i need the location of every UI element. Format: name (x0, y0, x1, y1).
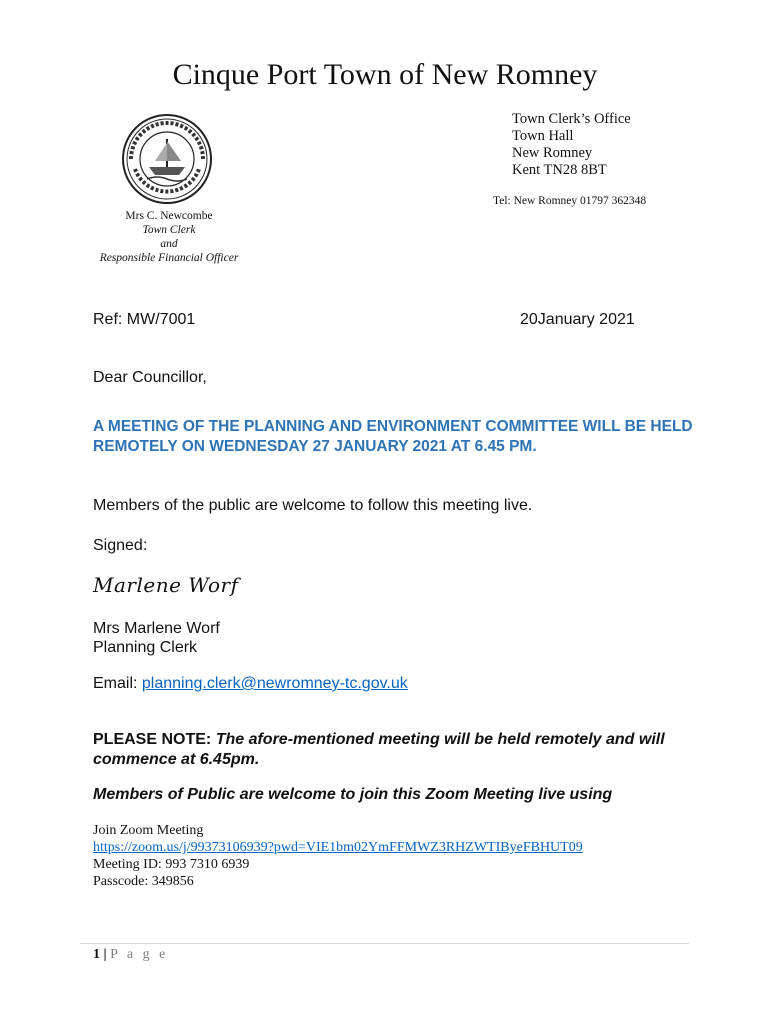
note-text: The afore-mentioned meeting will be held remotely and will commence at 6.45pm. (93, 731, 665, 768)
signer-name: Mrs Marlene Worf (93, 620, 220, 637)
handwritten-signature: Marlene Worf (93, 573, 239, 597)
reference: Ref: MW/7001 (93, 311, 196, 328)
clerk-name: Mrs C. Newcombe (125, 210, 213, 222)
zoom-passcode: Passcode: 349856 (93, 874, 194, 889)
clerk-and: and (160, 238, 178, 250)
meeting-headline: A MEETING OF THE PLANNING AND ENVIRONMENT COMMITTEE WILL BE HELD REMOTELY ON WEDNESDAY 27 JANUARY 2021 AT 6.45 PM. (93, 418, 693, 455)
page-number: 1 (93, 947, 100, 962)
address-line: New Romney (512, 145, 593, 161)
signer-block (93, 619, 220, 657)
zoom-link[interactable]: https://zoom.us/j/99373106939?pwd=VIE1bm02YmFFMWZ3RHZWTIByeFBHUT09 (93, 840, 583, 855)
address-line: Town Hall (512, 128, 574, 144)
please-note (93, 730, 693, 770)
zoom-invite-line: Members of Public are welcome to join this Zoom Meeting live using (93, 786, 613, 803)
page-footer (93, 947, 168, 963)
footer-divider (80, 943, 689, 944)
signer-title: Planning Clerk (93, 639, 198, 656)
zoom-join-label: Join Zoom Meeting (93, 823, 204, 838)
clerk-role: Town Clerk (142, 224, 196, 236)
document-title: Cinque Port Town of New Romney (172, 58, 598, 91)
salutation: Dear Councillor, (93, 369, 207, 386)
zoom-meeting-id: Meeting ID: 993 7310 6939 (93, 857, 250, 872)
page-label: P a g e (110, 947, 169, 962)
clerk-role-secondary: Responsible Financial Officer (99, 252, 239, 264)
email-label: Email: (93, 675, 142, 692)
clerk-details (80, 209, 258, 265)
zoom-details (93, 822, 583, 890)
address-line: Kent TN28 8BT (512, 162, 607, 178)
address-line: Town Clerk’s Office (512, 111, 631, 127)
signed-label: Signed: (93, 537, 148, 554)
telephone-line: Tel: New Romney 01797 362348 (493, 195, 647, 207)
note-label: PLEASE NOTE: (93, 731, 216, 748)
email-line (93, 675, 408, 693)
public-welcome-line: Members of the public are welcome to follow this meeting live. (93, 497, 533, 514)
office-address (512, 111, 631, 179)
town-seal-icon (121, 113, 213, 205)
page-separator: | (103, 947, 107, 962)
letter-date: 20January 2021 (520, 311, 635, 328)
email-link[interactable]: planning.clerk@newromney-tc.gov.uk (141, 675, 408, 692)
